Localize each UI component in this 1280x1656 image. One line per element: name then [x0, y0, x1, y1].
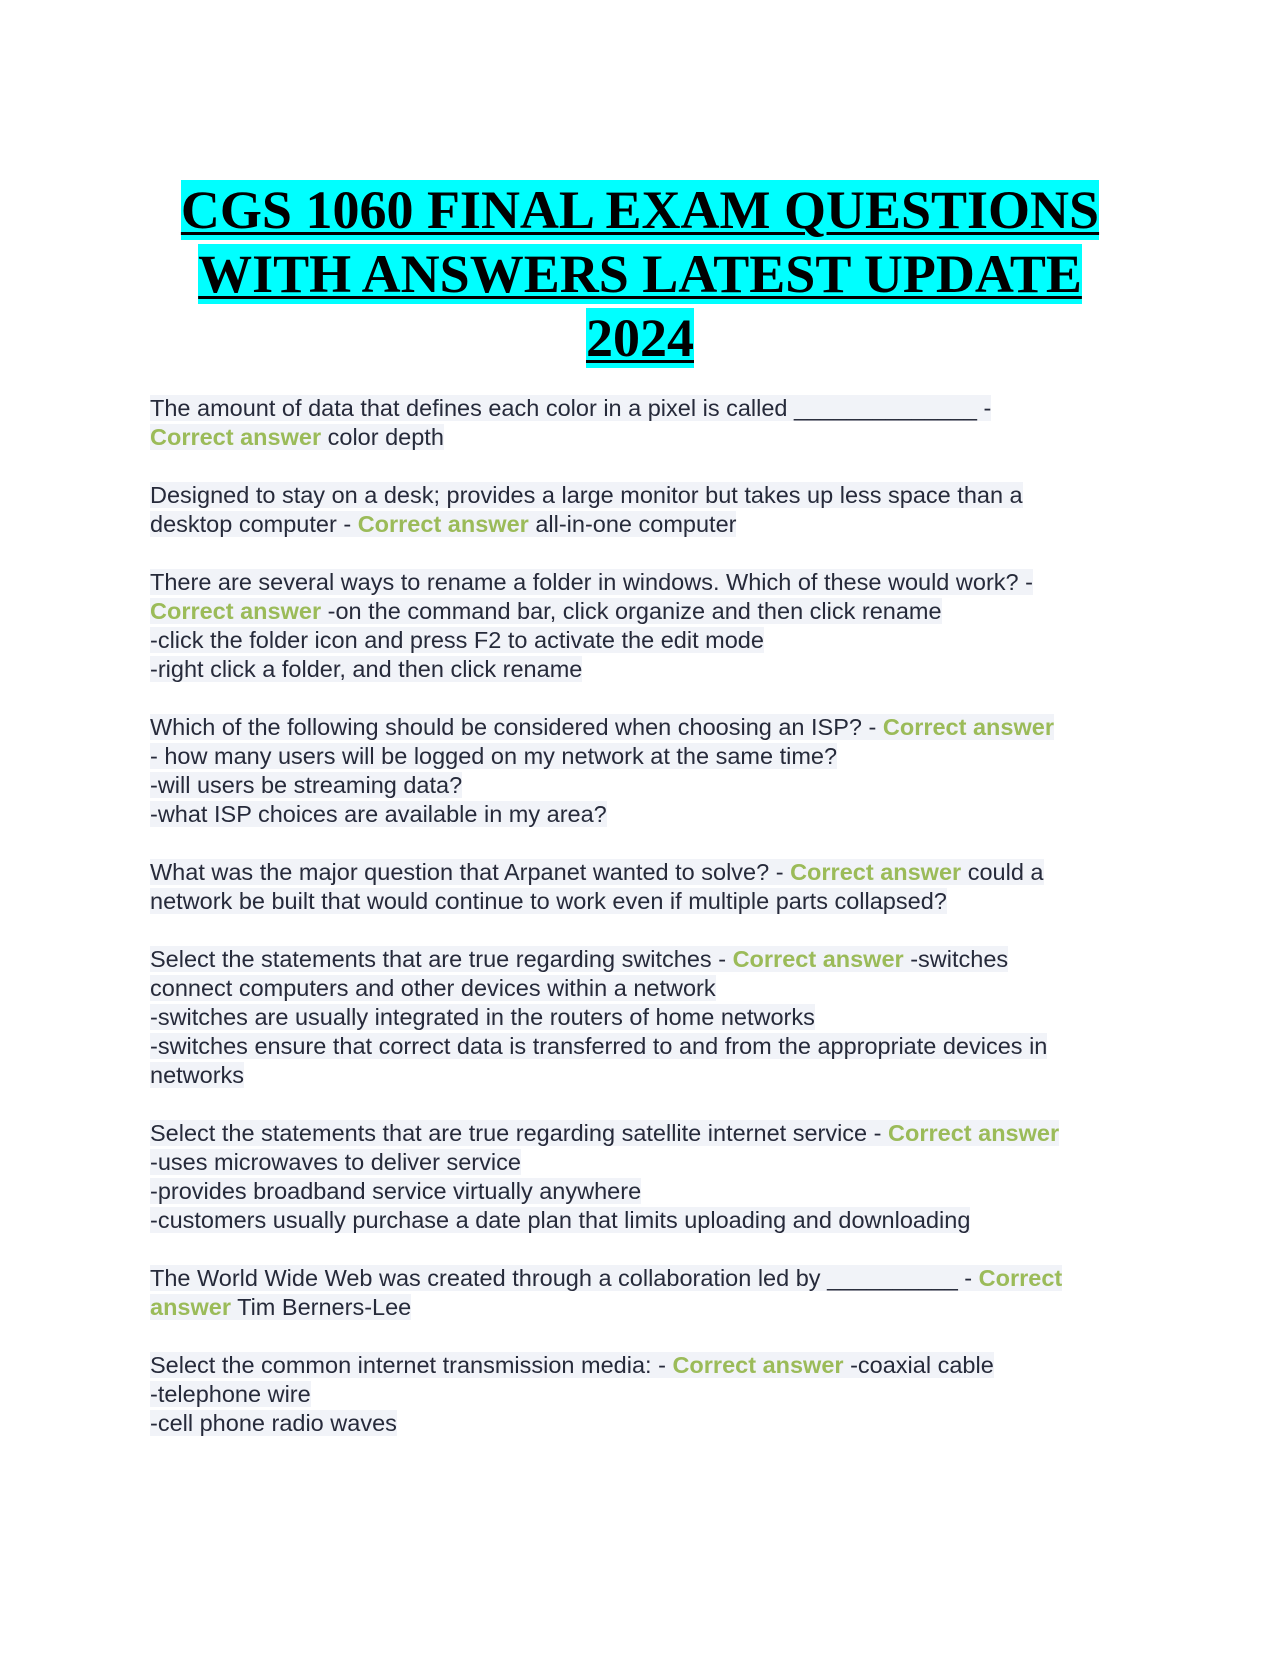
qa-text: could a	[961, 859, 1044, 885]
qa-text: -will users be streaming data?	[150, 772, 463, 798]
qa-line-text	[150, 656, 582, 682]
qa-line-text	[150, 1149, 521, 1175]
qa-line	[150, 394, 1140, 423]
qa-item	[150, 1351, 1140, 1438]
qa-line	[150, 1351, 1140, 1380]
qa-line-text	[150, 801, 607, 827]
qa-line	[150, 771, 1140, 800]
qa-text: -switches ensure that correct data is transferred to and from the appropriate devices in	[150, 1033, 1048, 1059]
qa-text: -switches	[903, 946, 1009, 972]
qa-line	[150, 568, 1140, 597]
qa-list	[150, 394, 1140, 1467]
correct-answer-label: Correct answer	[150, 598, 322, 624]
correct-answer-label: Correct answer	[888, 1120, 1060, 1146]
qa-item	[150, 481, 1140, 539]
qa-text: -customers usually purchase a date plan that limits uploading and downloading	[150, 1207, 971, 1233]
qa-line-text	[150, 1381, 311, 1407]
qa-line	[150, 510, 1140, 539]
qa-line	[150, 858, 1140, 887]
qa-text: -right click a folder, and then click rename	[150, 656, 583, 682]
title-text: CGS 1060 FINAL EXAM QUESTIONS WITH ANSWERS LATEST UPDATE 2024	[180, 180, 1100, 368]
qa-line	[150, 1119, 1140, 1148]
qa-line	[150, 887, 1140, 916]
qa-line-text	[150, 1004, 815, 1030]
qa-line-text	[150, 569, 1033, 595]
qa-text: desktop computer -	[150, 511, 358, 537]
qa-line	[150, 713, 1140, 742]
qa-text: -what ISP choices are available in my area?	[150, 801, 607, 827]
qa-line-text	[150, 1207, 970, 1233]
qa-text: -uses microwaves to deliver service	[150, 1149, 521, 1175]
correct-answer-label: Correct answer	[882, 714, 1054, 740]
correct-answer-label: Correct answer	[732, 946, 904, 972]
correct-answer-label: answer	[150, 1294, 231, 1320]
qa-text: -click the folder icon and press F2 to activate the edit mode	[150, 627, 764, 653]
qa-line	[150, 1061, 1140, 1090]
qa-line	[150, 742, 1140, 771]
qa-line-text	[150, 598, 942, 624]
qa-line-text	[150, 627, 764, 653]
qa-line	[150, 1148, 1140, 1177]
correct-answer-label: Correct answer	[357, 511, 529, 537]
qa-item	[150, 568, 1140, 684]
qa-line	[150, 1264, 1140, 1293]
correct-answer-label: Correct	[978, 1265, 1063, 1291]
qa-line-text	[150, 743, 837, 769]
qa-line	[150, 974, 1140, 1003]
qa-line	[150, 1380, 1140, 1409]
qa-text: Which of the following should be considered when choosing an ISP? -	[150, 714, 883, 740]
qa-line	[150, 655, 1140, 684]
qa-line	[150, 945, 1140, 974]
qa-line-text	[150, 1120, 1059, 1146]
qa-line-text	[150, 888, 947, 914]
qa-text: What was the major question that Arpanet wanted to solve? -	[150, 859, 791, 885]
qa-line-text	[150, 424, 444, 450]
correct-answer-label: Correct answer	[150, 424, 322, 450]
qa-line-text	[150, 714, 1054, 740]
qa-line-text	[150, 859, 1044, 885]
qa-line-text	[150, 511, 736, 537]
qa-line-text	[150, 1062, 244, 1088]
qa-text: The World Wide Web was created through a collaboration led by __________ -	[150, 1265, 979, 1291]
qa-text: color depth	[321, 424, 444, 450]
qa-line	[150, 1293, 1140, 1322]
qa-line-text	[150, 946, 1008, 972]
qa-text: all-in-one computer	[528, 511, 737, 537]
qa-item	[150, 945, 1140, 1090]
qa-line	[150, 1032, 1140, 1061]
correct-answer-label: Correct answer	[790, 859, 962, 885]
qa-line-text	[150, 1033, 1047, 1059]
correct-answer-label: Correct answer	[672, 1352, 844, 1378]
qa-text: -cell phone radio waves	[150, 1410, 397, 1436]
qa-text: Select the common internet transmission media: -	[150, 1352, 673, 1378]
qa-text: -switches are usually integrated in the routers of home networks	[150, 1004, 815, 1030]
qa-line-text	[150, 1178, 641, 1204]
qa-line-text	[150, 975, 716, 1001]
qa-text: -on the command bar, click organize and then click rename	[321, 598, 942, 624]
qa-line-text	[150, 1352, 994, 1378]
qa-item	[150, 394, 1140, 452]
qa-line	[150, 597, 1140, 626]
qa-text: Tim Berners-Lee	[231, 1294, 412, 1320]
qa-line	[150, 1177, 1140, 1206]
qa-line	[150, 481, 1140, 510]
qa-text: Select the statements that are true regarding switches -	[150, 946, 733, 972]
qa-text: networks	[150, 1062, 245, 1088]
qa-line-text	[150, 772, 462, 798]
qa-line	[150, 1206, 1140, 1235]
document-title	[150, 178, 1130, 370]
qa-line-text	[150, 395, 991, 421]
qa-text: Select the statements that are true regarding satellite internet service -	[150, 1120, 889, 1146]
qa-text: The amount of data that defines each color in a pixel is called ______________ -	[150, 395, 992, 421]
qa-line-text	[150, 1265, 1062, 1291]
qa-text: There are several ways to rename a folder in windows. Which of these would work? -	[150, 569, 1033, 595]
qa-text: connect computers and other devices within a network	[150, 975, 716, 1001]
qa-line	[150, 626, 1140, 655]
qa-item	[150, 713, 1140, 829]
qa-item	[150, 1264, 1140, 1322]
qa-line	[150, 800, 1140, 829]
qa-item	[150, 858, 1140, 916]
qa-line	[150, 1409, 1140, 1438]
qa-line	[150, 1003, 1140, 1032]
qa-line	[150, 423, 1140, 452]
qa-line-text	[150, 482, 1023, 508]
qa-text: -telephone wire	[150, 1381, 311, 1407]
qa-text: -provides broadband service virtually anywhere	[150, 1178, 642, 1204]
qa-text: - how many users will be logged on my network at the same time?	[150, 743, 838, 769]
qa-line-text	[150, 1410, 397, 1436]
qa-text: -coaxial cable	[843, 1352, 994, 1378]
qa-item	[150, 1119, 1140, 1235]
qa-line-text	[150, 1294, 411, 1320]
qa-text: network be built that would continue to work even if multiple parts collapsed?	[150, 888, 947, 914]
qa-text: Designed to stay on a desk; provides a large monitor but takes up less space than a	[150, 482, 1023, 508]
